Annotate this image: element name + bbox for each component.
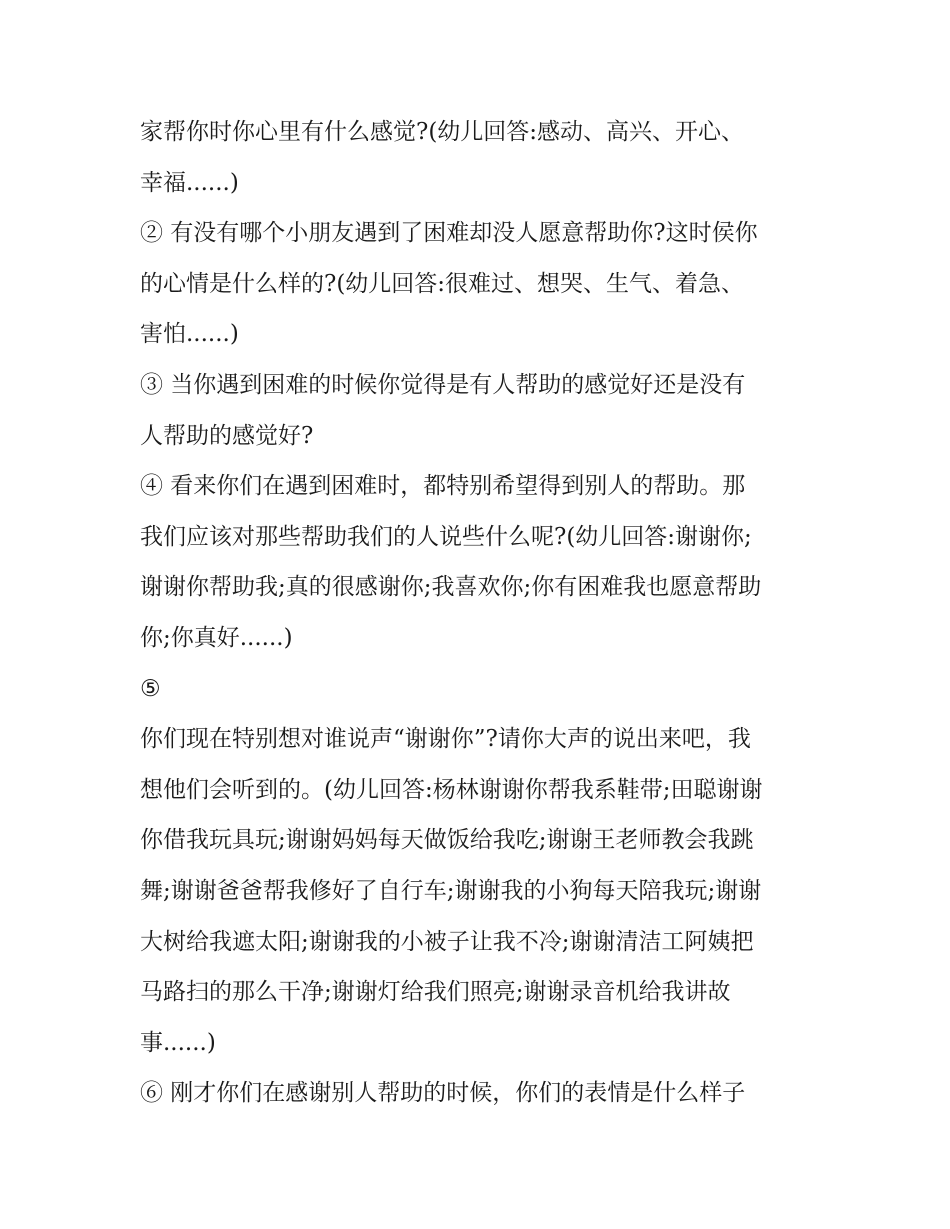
document-body xyxy=(140,107,812,1119)
text-line: 事......) xyxy=(140,1029,216,1056)
text-line: 你们现在特别想对谁说声“谢谢你”?请你大声的说出来吧，我 xyxy=(140,726,751,753)
text-line: 舞;谢谢爸爸帮我修好了自行车;谢谢我的小狗每天陪我玩;谢谢 xyxy=(140,877,762,904)
text-line: 的心情是什么样的?(幼儿回答:很难过、想哭、生气、着急、 xyxy=(140,270,745,297)
text-line: 你借我玩具玩;谢谢妈妈每天做饭给我吃;谢谢王老师教会我跳 xyxy=(140,827,754,854)
text-line: ⑥ 刚才你们在感谢别人帮助的时候，你们的表情是什么样子 xyxy=(140,1080,746,1107)
text-line: 人帮助的感觉好? xyxy=(140,422,314,449)
text-line: 我们应该对那些帮助我们的人说些什么呢?(幼儿回答:谢谢你; xyxy=(140,523,752,550)
text-line: 幸福......) xyxy=(140,169,239,196)
text-line: ③ 当你遇到困难的时候你觉得是有人帮助的感觉好还是没有 xyxy=(140,371,746,398)
text-line: 想他们会听到的。(幼儿回答:杨林谢谢你帮我系鞋带;田聪谢谢 xyxy=(140,776,763,803)
text-line: 你;你真好......) xyxy=(140,624,293,651)
text-line: 家帮你时你心里有什么感觉?(幼儿回答:感动、高兴、开心、 xyxy=(140,119,745,145)
text-line: 害怕......) xyxy=(140,321,239,348)
text-line: 谢谢你帮助我;真的很感谢你;我喜欢你;你有困难我也愿意帮助 xyxy=(140,574,762,601)
text-line: ④ 看来你们在遇到困难时，都特别希望得到别人的帮助。那 xyxy=(140,473,746,500)
text-line: 马路扫的那么干净;谢谢灯给我们照亮;谢谢录音机给我讲故 xyxy=(140,979,731,1006)
text-line: ② 有没有哪个小朋友遇到了困难却没人愿意帮助你?这时侯你 xyxy=(140,220,758,247)
text-line: ⑤ xyxy=(140,675,161,702)
text-line: 大树给我遮太阳;谢谢我的小被子让我不冷;谢谢清洁工阿姨把 xyxy=(140,928,754,955)
